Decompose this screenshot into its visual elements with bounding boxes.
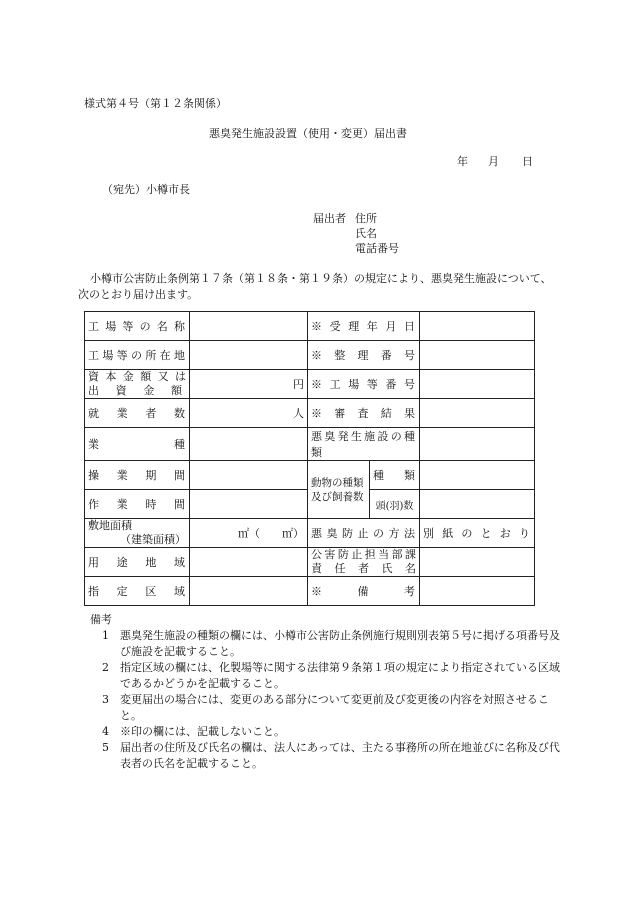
label-facility-type: 悪臭発生施設の種類 <box>308 428 420 461</box>
label-capital-line-2: 出資金額 <box>88 384 182 397</box>
label-manager <box>308 548 420 577</box>
label-usage-zone: 用途地域 <box>85 548 190 577</box>
label-employees: 就業者数 <box>85 399 190 428</box>
value-head-count[interactable] <box>420 490 535 519</box>
label-kind: 種類 <box>370 461 420 490</box>
value-employees[interactable] <box>190 399 308 428</box>
label-remarks: ※備考 <box>308 577 420 606</box>
person-unit: 人 <box>293 407 304 420</box>
yen-unit: 円 <box>293 378 304 391</box>
value-factory-location[interactable] <box>190 341 308 370</box>
document-title: 悪臭発生施設設置（使用・変更）届出書 <box>209 127 407 140</box>
value-site-area[interactable] <box>190 519 308 548</box>
label-review-result: ※審査結果 <box>308 399 420 428</box>
note-1: 1 悪臭発生施設の種類の欄には、小樽市公害防止条例施行規則別表第５号に掲げる項番号及び施設を記載すること。 <box>102 629 560 658</box>
label-site-area-line-1: 敷地面積 <box>88 519 132 532</box>
label-factory-name: 工場等の名称 <box>85 312 190 341</box>
value-remarks <box>420 577 535 606</box>
label-reference-number: ※整理番号 <box>308 341 420 370</box>
intro-line-1: 小樽市公害防止条例第１７条（第１８条・第１９条）の規定により、悪臭発生施設について、 <box>90 272 552 285</box>
label-prevention-method: 悪臭防止の方法 <box>308 519 420 548</box>
value-facility-type[interactable] <box>420 428 535 461</box>
label-site-area <box>85 519 190 548</box>
value-factory-number <box>420 370 535 399</box>
label-factory-number: ※工場等番号 <box>308 370 420 399</box>
notes-heading: 備考 <box>90 613 112 626</box>
value-received-date <box>420 312 535 341</box>
note-3: 3 変更届出の場合には、変更のある部分について変更前及び変更後の内容を対照させること。 <box>102 693 549 722</box>
value-review-result <box>420 399 535 428</box>
value-capital[interactable] <box>190 370 308 399</box>
value-designated-zone[interactable] <box>190 577 308 606</box>
intro-line-2: 次のとおり届け出ます。 <box>78 288 199 301</box>
value-working-hours[interactable] <box>190 490 308 519</box>
notifier-name: 氏名 <box>355 227 377 240</box>
label-animal-kind-line-2: 及び飼養数 <box>311 490 364 503</box>
notifier-label: 届出者 <box>313 212 346 225</box>
label-industry: 業種 <box>85 428 190 461</box>
value-usage-zone[interactable] <box>190 548 308 577</box>
label-manager-line-1: 公害防止担当部課 <box>311 548 416 561</box>
note-4: 4 ※印の欄には、記載しないこと。 <box>102 725 285 738</box>
label-animal-kind <box>308 461 370 519</box>
notifier-phone: 電話番号 <box>355 242 399 255</box>
label-head-count: 頭(羽)数 <box>370 490 420 519</box>
label-manager-line-2: 責任者氏名 <box>311 562 416 575</box>
date-month: 月 <box>488 155 499 168</box>
form-number: 様式第４号（第１２条関係） <box>84 97 227 110</box>
label-capital-line-1: 資本金額又は <box>88 370 186 383</box>
label-animal-kind-line-1: 動物の種類 <box>311 476 364 489</box>
value-operating-period[interactable] <box>190 461 308 490</box>
value-kind[interactable] <box>420 461 535 490</box>
label-working-hours: 作業時間 <box>85 490 190 519</box>
value-industry[interactable] <box>190 428 308 461</box>
notes-section <box>90 612 560 772</box>
value-reference-number <box>420 341 535 370</box>
notifier-address: 住所 <box>355 212 377 225</box>
label-capital <box>85 370 190 399</box>
value-prevention-method: 別紙のとおり <box>420 519 535 548</box>
value-manager[interactable] <box>420 548 535 577</box>
label-factory-location: 工場等の所在地 <box>85 341 190 370</box>
label-building-area: （建築面積） <box>120 533 186 546</box>
notification-table <box>84 311 535 606</box>
label-designated-zone: 指定区域 <box>85 577 190 606</box>
note-5: 5 届出者の住所及び氏名の欄は、法人にあっては、主たる事務所の所在地並びに名称及び代表者の氏名を記載すること。 <box>102 741 560 770</box>
label-operating-period: 操業期間 <box>85 461 190 490</box>
area-units: ㎡（ ㎡） <box>238 527 304 540</box>
note-2: 2 指定区域の欄には、化製場等に関する法律第９条第１項の規定により指定されている区域であるかどうかを記載すること。 <box>102 661 560 690</box>
addressee: （宛先）小樽市長 <box>102 183 190 196</box>
date-day: 日 <box>522 155 533 168</box>
value-factory-name[interactable] <box>190 312 308 341</box>
date-year: 年 <box>457 155 468 168</box>
label-received-date: ※受理年月日 <box>308 312 420 341</box>
